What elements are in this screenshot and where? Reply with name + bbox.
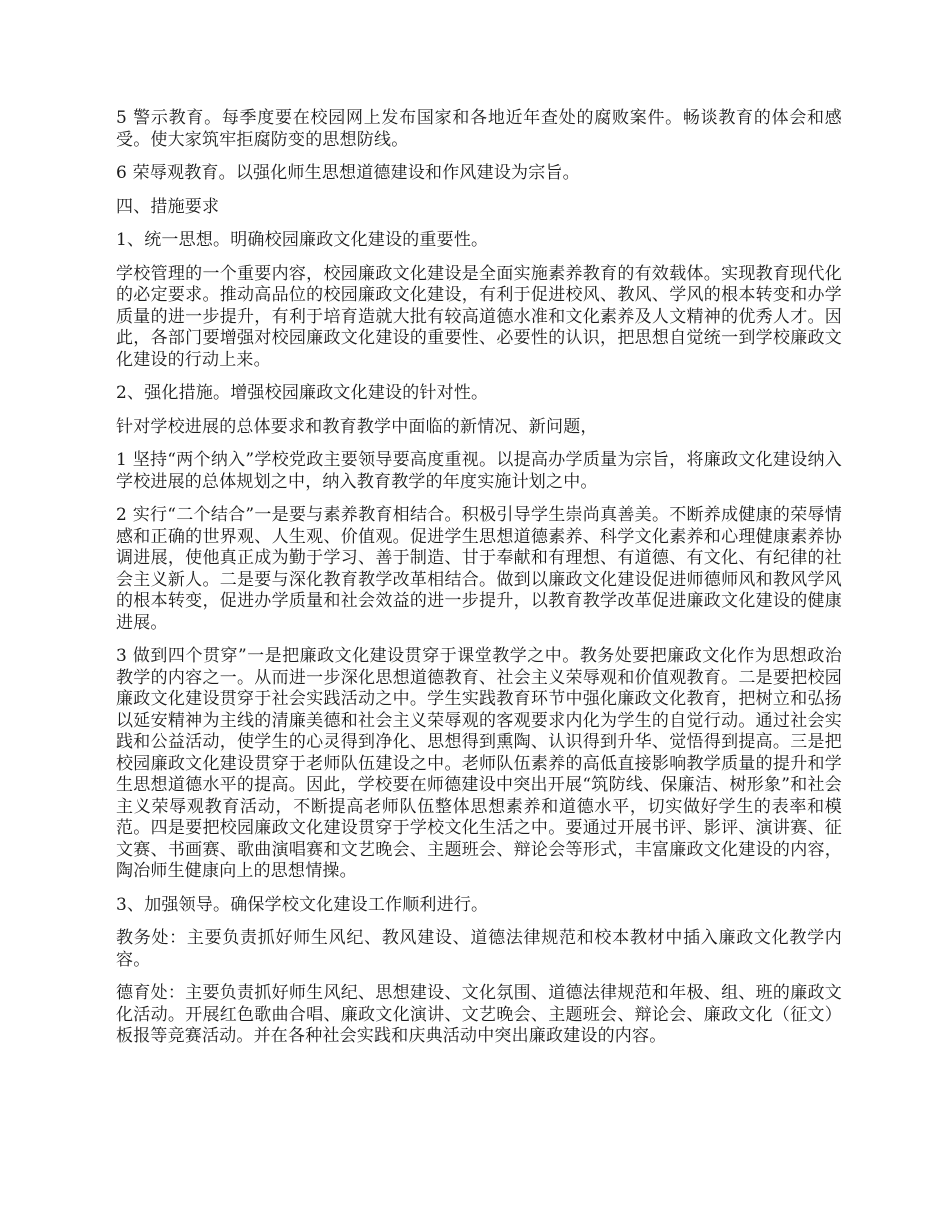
paragraph-two-combinations: 2 实行“二个结合”一是要与素养教育相结合。积极引导学生崇尚真善美。不断养成健康的荣辱情感和正确的世界观、人生观、价值观。促进学生思想道德素养、科学文化素养和心理健康素养协调进展，使他真正成为勤于学习、善于制造、甘于奉献和有理想、有道德、有文化、有纪律的社会主义新人。二是要与深化教育教学改革相结合。做到以廉政文化建设促进师德师风和教风学风的根本转变，促进办学质量和社会效益的进一步提升，以教育教学改革促进廉政文化建设的健康进展。: [116, 505, 842, 633]
paragraph-academic-affairs: 教务处：主要负责抓好师生风纪、教风建设、道德法律规范和校本教材中插入廉政文化教学内容。: [116, 928, 842, 970]
paragraph-warning-education: 5 警示教育。每季度要在校园网上发布国家和各地近年查处的腐败案件。畅谈教育的体会和感受。使大家筑牢拒腐防变的思想防线。: [116, 108, 842, 150]
paragraph-honor-education: 6 荣辱观教育。以强化师生思想道德建设和作风建设为宗旨。: [116, 163, 580, 183]
paragraph-four-throughs: 3 做到四个贯穿”一是把廉政文化建设贯穿于课堂教学之中。教务处要把廉政文化作为思想政治教学的内容之一。从而进一步深化思想道德教育、社会主义荣辱观和价值观教育。二是要把校园廉政文化建设贯穿于社会实践活动之中。学生实践教育环节中强化廉政文化教育，把树立和弘扬以延安精神为主线的清廉美德和社会主义荣辱观的客观要求内化为学生的自觉行动。通过社会实践和公益活动，使学生的心灵得到净化、思想得到熏陶、认识得到升华、觉悟得到提高。三是把校园廉政文化建设贯穿于老师队伍建设之中。老师队伍素养的高低直接影响教学质量的提升和学生思想道德水平的提高。因此，学校要在师德建设中突出开展“筑防线、保廉洁、树形象”和社会主义荣辱观教育活动，不断提高老师队伍整体思想素养和道德水平，切实做好学生的表率和模范。四是要把校园廉政文化建设贯穿于学校文化生活之中。要通过开展书评、影评、演讲赛、征文赛、书画赛、歌曲演唱赛和文艺晚会、主题班会、辩论会等形式，丰富廉政文化建设的内容，陶冶师生健康向上的思想情操。: [116, 646, 842, 881]
paragraph-new-situation: 针对学校进展的总体要求和教育教学中面临的新情况、新问题，: [116, 416, 598, 437]
subheading-strengthen-leadership: 3、加强领导。确保学校文化建设工作顺利进行。: [116, 894, 489, 915]
document-page: [116, 108, 842, 1060]
subheading-strengthen-measures: 2、强化措施。增强校园廉政文化建设的针对性。: [116, 383, 489, 403]
paragraph-two-inclusions: 1 坚持“两个纳入”学校党政主要领导要高度重视。以提高办学质量为宗旨，将廉政文化建设纳入学校进展的总体规划之中，纳入教育教学的年度实施计划之中。: [116, 450, 842, 492]
section-heading-measures: 四、措施要求: [116, 196, 220, 217]
subheading-unify-thinking: 1、统一思想。明确校园廉政文化建设的重要性。: [116, 230, 489, 250]
paragraph-moral-education-office: 德育处：主要负责抓好师生风纪、思想建设、文化氛围、道德法律规范和年极、组、班的廉政文化活动。开展红色歌曲合唱、廉政文化演讲、文艺晚会、主题班会、辩论会、廉政文化（征文）板报等竞赛活动。并在各种社会实践和庆典活动中突出廉政建设的内容。: [116, 983, 842, 1046]
paragraph-importance: 学校管理的一个重要内容，校园廉政文化建设是全面实施素养教育的有效载体。实现教育现代化的必定要求。推动高品位的校园廉政文化建设，有利于促进校风、教风、学风的根本转变和办学质量的进一步提升，有利于培育造就大批有较高道德水准和文化素养及人文精神的优秀人才。因此，各部门要增强对校园廉政文化建设的重要性、必要性的认识，把思想自觉统一到学校廉政文化建设的行动上来。: [116, 263, 842, 370]
